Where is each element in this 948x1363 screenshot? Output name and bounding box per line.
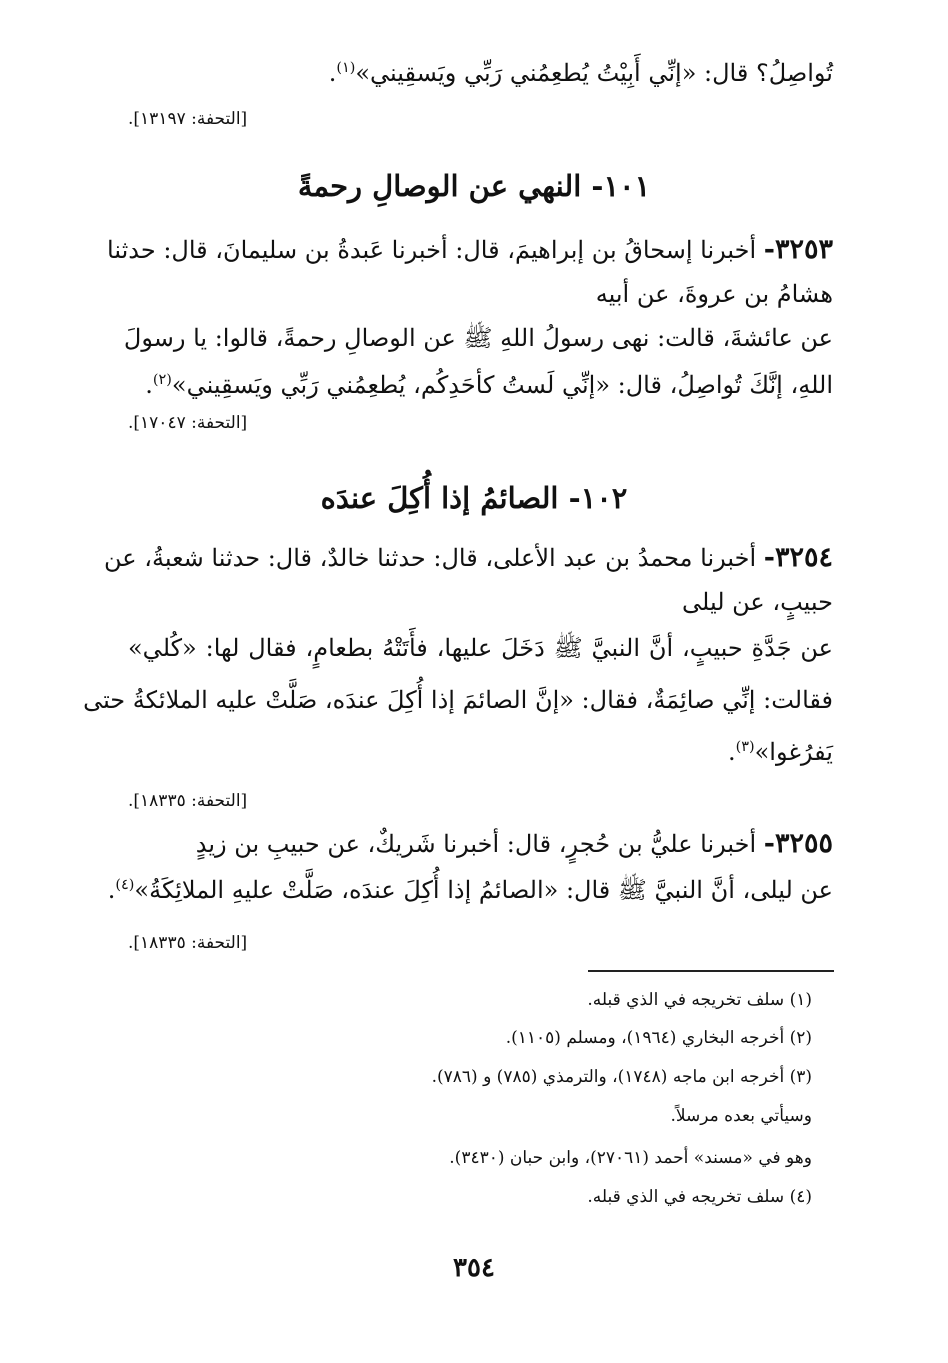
text-span: أخبرنا محمدُ بن عبد الأعلى، قال: حدثنا خالدٌ، قال: حدثنا شعبةُ، عن: [104, 544, 757, 572]
heading-text: ١٠٢- الصائمُ إذا أُكِلَ عندَه: [320, 481, 628, 515]
hadith-3254-line-5: يَفرُغوا»$^{(٣)}$.: [728, 738, 833, 766]
text-span: عن ليلى، أنَّ النبيَّ ﷺ قال: «الصائمُ إذا أُكِلَ عندَه، صَلَّتْ عليهِ الملائِكَةُ»: [134, 876, 833, 904]
tuhfa-reference: [التحفة: ١٣١٩٧].: [128, 109, 248, 129]
footnote-divider: [588, 970, 834, 972]
hadith-3253-line-2: هشامُ بن عروةَ، عن أبيه: [595, 280, 833, 308]
text-span: أخبرنا إسحاقُ بن إبراهيمَ، قال: أخبرنا عَبدةُ بن سليمانَ، قال: حدثنا: [107, 236, 757, 264]
footnote-ref: (٢): [152, 372, 172, 388]
text-line: تُواصِلُ؟ قال: «إنِّي أَبِيْتُ يُطعِمُني رَبِّي ويَسقِيني»$^{(١)}$.: [328, 59, 833, 87]
footnote-3-continued: وسيأتي بعده مرسلاً.: [670, 1106, 812, 1126]
chapter-heading-102: [0, 480, 948, 518]
chapter-heading-101: [0, 168, 948, 206]
page-number: ٣٥٤: [453, 1253, 495, 1283]
hadith-3254-line-3: عن جَدَّةِ حبيبٍ، أنَّ النبيَّ ﷺ دَخَلَ عليها، فأَتَتْهُ بطعامٍ، فقال لها: «كُلي»: [128, 634, 833, 662]
hadith-3254-line-1: [104, 540, 833, 575]
hadith-3254-line-2: حبيبٍ، عن ليلى: [682, 588, 833, 616]
hadith-3255-line-2: عن ليلى، أنَّ النبيَّ ﷺ قال: «الصائمُ إذا أُكِلَ عندَه، صَلَّتْ عليهِ الملائِكَةُ»$^{(٤)}$.: [107, 876, 833, 904]
footnote-ref: (٣): [735, 739, 755, 755]
hadith-number: ٣٢٥٤-: [763, 542, 833, 573]
tuhfa-reference: [التحفة: ١٨٣٣٥].: [128, 933, 248, 953]
footnote-ref: (٤): [115, 877, 135, 893]
text-span: تُواصِلُ؟ قال: «إنِّي أَبِيْتُ يُطعِمُني رَبِّي ويَسقِيني»: [355, 59, 833, 87]
text-span: يَفرُغوا»: [754, 738, 833, 766]
hadith-number: ٣٢٥٥-: [763, 828, 833, 859]
heading-text: ١٠١- النهي عن الوصالِ رحمةً: [297, 169, 651, 203]
hadith-3255-line-1: [196, 826, 833, 861]
footnote-2: (٢) أخرجه البخاري (١٩٦٤)، ومسلم (١١٠٥).: [505, 1028, 812, 1048]
hadith-3253-line-4: اللهِ، إنَّكَ تُواصِلُ، قال: «إنِّي لَستُ كأحَدِكُم، يُطعِمُني رَبِّي ويَسقِيني»$^{(٢)}$.: [145, 371, 833, 399]
tuhfa-reference: [التحفة: ١٨٣٣٥].: [128, 791, 248, 811]
footnote-1: (١) سلف تخريجه في الذي قبله.: [587, 990, 812, 1010]
footnote-3: (٣) أخرجه ابن ماجه (١٧٤٨)، والترمذي (٧٨٥) و (٧٨٦).: [431, 1067, 812, 1087]
text-span: أخبرنا عليُّ بن حُجرٍ، قال: أخبرنا شَريكٌ، عن حبيبِ بن زيدٍ: [195, 830, 757, 858]
hadith-3253-line-1: [107, 232, 833, 267]
footnote-3-continued: وهو في «مسند» أحمد (٢٧٠٦١)، وابن حبان (٣٤٣٠).: [449, 1148, 812, 1168]
hadith-number: ٣٢٥٣-: [763, 234, 833, 265]
footnote-4: (٤) سلف تخريجه في الذي قبله.: [587, 1187, 812, 1207]
tuhfa-reference: [التحفة: ١٧٠٤٧].: [128, 413, 248, 433]
text-span: اللهِ، إنَّكَ تُواصِلُ، قال: «إنِّي لَستُ كأحَدِكُم، يُطعِمُني رَبِّي ويَسقِيني»: [171, 371, 833, 399]
hadith-3253-line-3: عن عائشةَ، قالت: نهى رسولُ اللهِ ﷺ عن الوصالِ رحمةً، قالوا: يا رسولَ: [123, 324, 833, 352]
hadith-3254-line-4: فقالت: إنِّي صائِمَةٌ، فقال: «إنَّ الصائمَ إذا أُكِلَ عندَه، صَلَّتْ عليه الملائكةُ حتى: [83, 686, 833, 714]
footnote-ref: (١): [336, 60, 356, 76]
